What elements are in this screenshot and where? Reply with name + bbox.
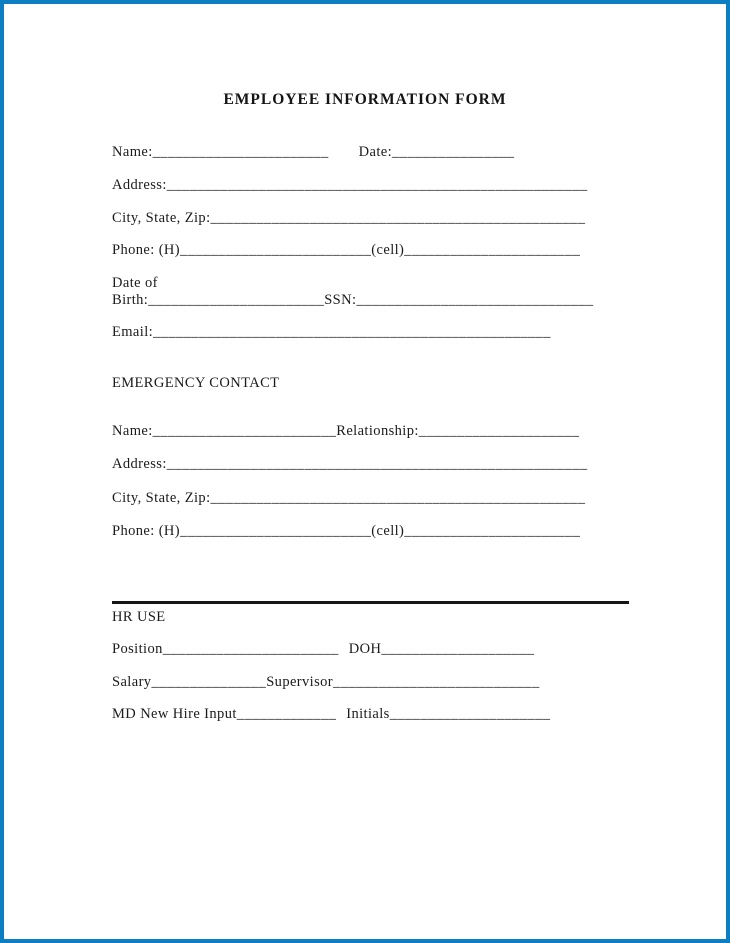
relationship-label: Relationship: — [336, 423, 419, 439]
salary-supervisor-row — [112, 674, 540, 691]
emergency-city-state-zip-label: City, State, Zip: — [112, 490, 211, 506]
date-of-birth-label-line1: Date of — [112, 275, 158, 291]
city-state-zip-label: City, State, Zip: — [112, 210, 211, 226]
position-label: Position — [112, 641, 163, 657]
emergency-address-row — [112, 456, 588, 473]
relationship-blank-line: _____________________ — [418, 423, 580, 439]
emergency-city-state-zip-row — [112, 490, 585, 507]
emergency-city-state-zip-blank-line: _________________________________________________ — [210, 490, 586, 506]
birth-ssn-row — [112, 292, 594, 309]
emergency-phone-home-label: Phone: (H) — [112, 523, 181, 539]
hr-section-divider — [112, 601, 629, 604]
address-label: Address: — [112, 177, 167, 193]
date-blank-line: ________________ — [392, 144, 515, 160]
date-label: Date: — [358, 144, 393, 160]
initials-label: Initials — [346, 706, 390, 722]
emergency-name-relationship-row — [112, 423, 579, 440]
phone-home-blank-line: _________________________ — [180, 242, 372, 258]
md-new-hire-initials-row — [112, 706, 550, 723]
phone-cell-blank-line: _______________________ — [404, 242, 581, 258]
emergency-address-label: Address: — [112, 456, 167, 472]
hr-use-heading: HR USE — [112, 609, 166, 625]
supervisor-label: Supervisor — [266, 674, 334, 690]
emergency-phone-home-blank-line: _________________________ — [180, 523, 372, 539]
city-state-zip-blank-line: _________________________________________________ — [210, 210, 586, 226]
name-label: Name: — [112, 144, 153, 160]
position-blank-line: _______________________ — [162, 641, 339, 657]
emergency-phone-cell-blank-line: _______________________ — [404, 523, 581, 539]
date-of-birth-blank-line: _______________________ — [148, 292, 325, 308]
emergency-name-label: Name: — [112, 423, 153, 439]
address-row — [112, 177, 588, 194]
phone-cell-label: (cell) — [371, 242, 405, 258]
md-new-hire-input-blank-line: _____________ — [236, 706, 337, 722]
address-blank-line: _______________________________________________________ — [166, 177, 588, 193]
ssn-blank-line: _______________________________ — [356, 292, 594, 308]
city-state-zip-row — [112, 210, 585, 227]
date-of-birth-label-line2: Birth: — [112, 292, 149, 308]
emergency-contact-heading: EMERGENCY CONTACT — [112, 375, 280, 391]
doh-blank-line: ____________________ — [381, 641, 535, 657]
emergency-phone-cell-label: (cell) — [371, 523, 405, 539]
page-title: EMPLOYEE INFORMATION FORM — [223, 91, 507, 108]
name-date-row — [112, 144, 514, 161]
email-label: Email: — [112, 324, 154, 340]
supervisor-blank-line: ___________________________ — [333, 674, 540, 690]
phone-home-label: Phone: (H) — [112, 242, 181, 258]
phone-row — [112, 242, 580, 259]
initials-blank-line: _____________________ — [389, 706, 551, 722]
emergency-phone-row — [112, 523, 580, 540]
position-doh-row — [112, 641, 534, 658]
emergency-name-blank-line: ________________________ — [152, 423, 337, 439]
salary-label: Salary — [112, 674, 152, 690]
salary-blank-line: _______________ — [151, 674, 267, 690]
email-row — [112, 324, 551, 341]
name-blank-line: _______________________ — [152, 144, 329, 160]
doh-label: DOH — [348, 641, 382, 657]
ssn-label: SSN: — [324, 292, 357, 308]
emergency-address-blank-line: _______________________________________________________ — [166, 456, 588, 472]
md-new-hire-input-label: MD New Hire Input — [112, 706, 237, 722]
email-blank-line: ____________________________________________________ — [153, 324, 551, 340]
